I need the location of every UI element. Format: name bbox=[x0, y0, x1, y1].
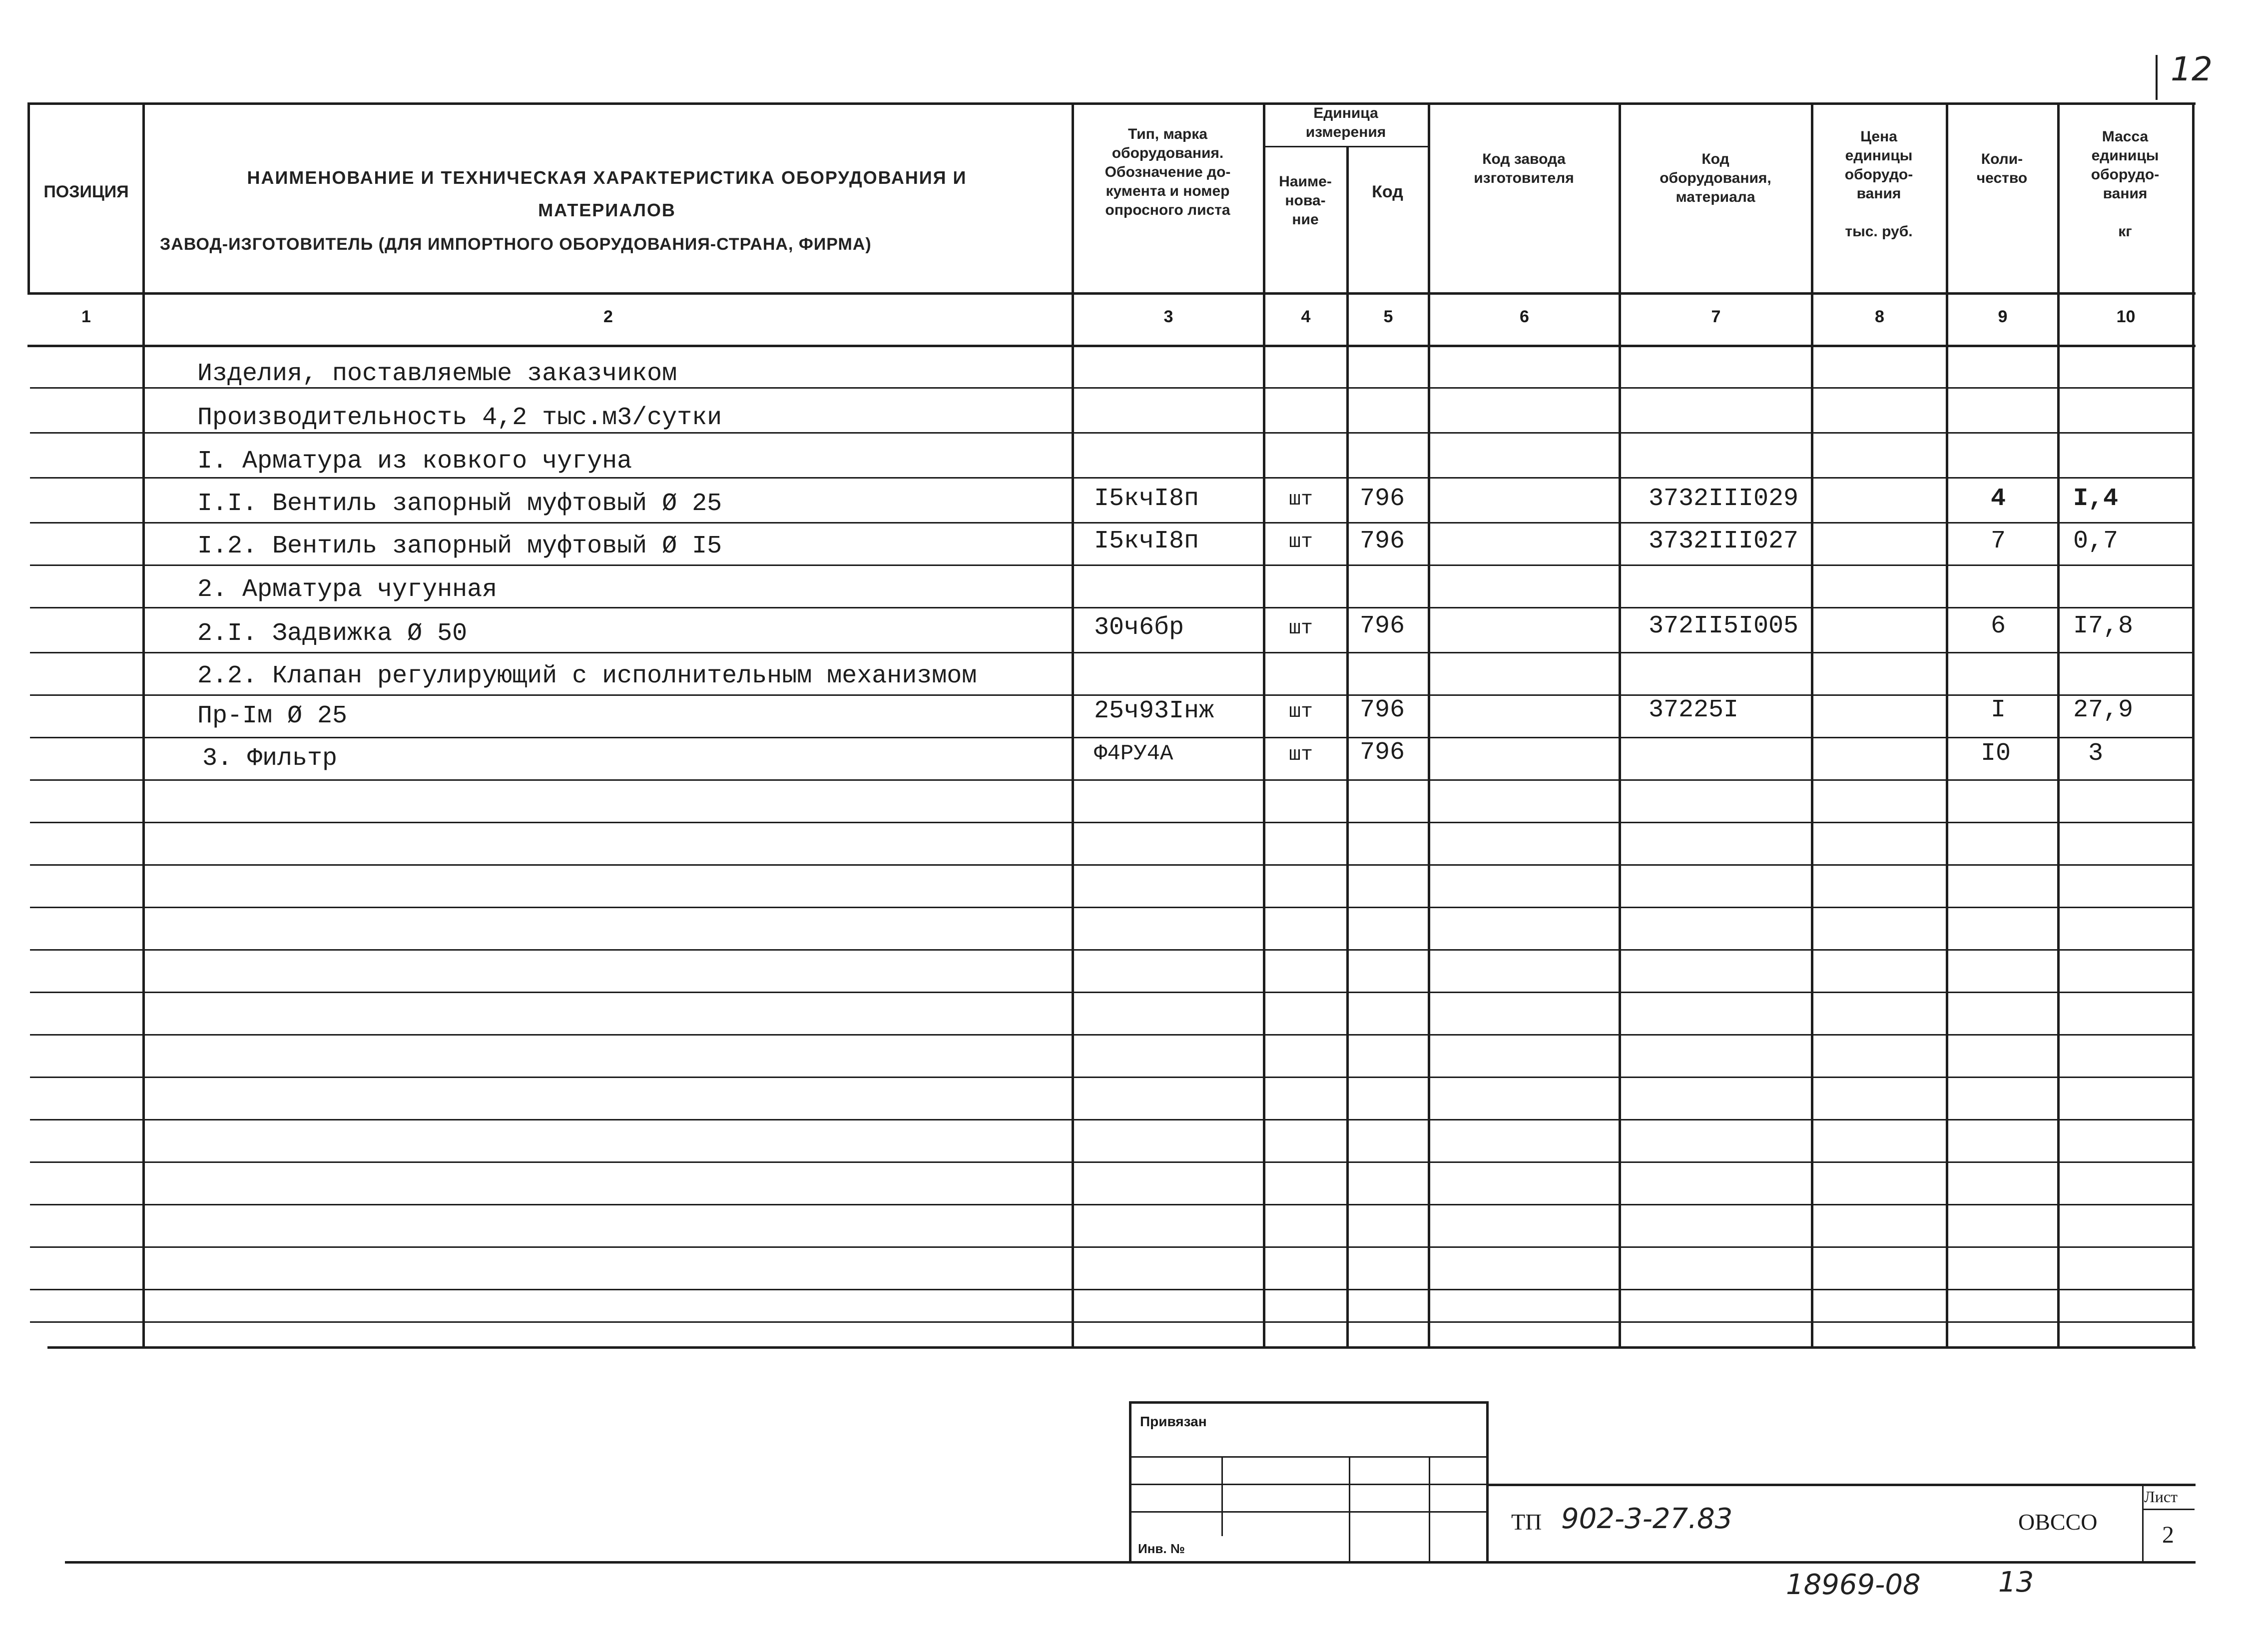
stamp-line bbox=[1349, 1456, 1350, 1561]
row-line bbox=[30, 949, 2193, 951]
item-type: 30ч6бр bbox=[1094, 613, 1184, 642]
item-type: Ф4РУ4А bbox=[1094, 741, 1173, 766]
column-number: 7 bbox=[1711, 307, 1721, 326]
row-line bbox=[30, 477, 2193, 479]
col-divider-6 bbox=[1428, 102, 1430, 1346]
item-name: 2. Арматура чугунная bbox=[197, 575, 498, 604]
col-divider-3 bbox=[1072, 102, 1074, 1346]
header-unit-mass: Масса единицы оборудо- вания кг bbox=[2091, 128, 2160, 240]
item-name: Изделия, поставляемые заказчиком bbox=[197, 360, 677, 388]
stamp-line bbox=[1129, 1401, 1486, 1404]
col-divider-4 bbox=[1263, 102, 1265, 1346]
header-unit-price: Цена единицы оборудо- вания тыс. руб. bbox=[1844, 128, 1913, 240]
header-quantity: Коли- чество bbox=[1976, 151, 2028, 186]
sheet-number: 2 bbox=[2162, 1522, 2174, 1548]
page-number-mark bbox=[2156, 55, 2158, 100]
row-line bbox=[30, 694, 2193, 696]
stamp-line bbox=[1486, 1401, 1489, 1561]
stamp-line bbox=[1129, 1511, 1486, 1513]
section-code: ОВССО bbox=[2018, 1509, 2098, 1535]
col-divider-2 bbox=[142, 102, 145, 1346]
header-name-line-2: МАТЕРИАЛОВ bbox=[538, 200, 676, 220]
column-number: 4 bbox=[1301, 307, 1311, 326]
stamp-line bbox=[1221, 1456, 1223, 1536]
column-number: 1 bbox=[81, 307, 91, 326]
column-numbers-bottom-border bbox=[27, 345, 2196, 347]
item-unit: шт bbox=[1289, 744, 1313, 766]
item-equipment-code: 3732III029 bbox=[1649, 485, 1799, 513]
column-number: 5 bbox=[1383, 307, 1393, 326]
inventory-number-label: Инв. № bbox=[1138, 1541, 1185, 1556]
row-line bbox=[30, 652, 2193, 653]
stamp-line bbox=[1129, 1456, 1486, 1458]
row-line bbox=[30, 1204, 2193, 1205]
header-equipment-code: Код оборудования, материала bbox=[1660, 151, 1771, 205]
item-name: Пр-Iм Ø 25 bbox=[197, 702, 348, 730]
item-equipment-code: 3732III027 bbox=[1649, 527, 1799, 555]
privyazan-label: Привязан bbox=[1140, 1414, 1207, 1429]
item-unit-code: 796 bbox=[1360, 527, 1405, 555]
sheet-box-line bbox=[2142, 1509, 2195, 1510]
column-number: 10 bbox=[2116, 307, 2136, 326]
row-line bbox=[30, 607, 2193, 608]
row-line bbox=[30, 822, 2193, 823]
row-line bbox=[30, 779, 2193, 781]
row-line bbox=[30, 1119, 2193, 1120]
item-unit-code: 796 bbox=[1360, 485, 1405, 513]
item-name: Производительность 4,2 тыс.м3/сутки bbox=[197, 404, 722, 432]
item-quantity: I0 bbox=[1981, 739, 2011, 768]
header-name-line-3: ЗАВОД-ИЗГОТОВИТЕЛЬ (ДЛЯ ИМПОРТНОГО ОБОРУДОВАНИЯ-СТРАНА, ФИРМА) bbox=[160, 235, 872, 254]
item-quantity: I bbox=[1991, 696, 2006, 724]
column-number: 8 bbox=[1875, 307, 1884, 326]
header-type-mark: Тип, марка оборудования. Обозначение до- кумента и номер опросного листа bbox=[1105, 126, 1231, 218]
item-name: 2.I. Задвижка Ø 50 bbox=[197, 619, 468, 648]
row-line bbox=[30, 907, 2193, 908]
item-mass: I7,8 bbox=[2073, 612, 2134, 640]
stamp-bottom-line bbox=[65, 1561, 2196, 1564]
item-equipment-code: 372II5I005 bbox=[1649, 612, 1799, 640]
stamp-doc-line bbox=[1486, 1484, 2196, 1486]
sheet-box-line bbox=[2142, 1484, 2144, 1561]
doc-number: 902-3-27.83 bbox=[1561, 1503, 1733, 1535]
header-name-line-1: НАИМЕНОВАНИЕ И ТЕХНИЧЕСКАЯ ХАРАКТЕРИСТИКА ОБОРУДОВАНИЯ И bbox=[247, 167, 967, 188]
item-unit-code: 796 bbox=[1360, 696, 1405, 724]
item-name: 2.2. Клапан регулирующий с исполнительным механизмом bbox=[197, 662, 977, 690]
item-unit: шт bbox=[1289, 489, 1313, 511]
row-line bbox=[30, 1034, 2193, 1036]
item-quantity: 6 bbox=[1991, 612, 2006, 640]
item-unit: шт bbox=[1289, 617, 1313, 640]
row-line bbox=[30, 864, 2193, 866]
header-unit-name: Наиме- нова- ние bbox=[1279, 173, 1332, 228]
footer-page-number: 13 bbox=[1998, 1566, 2034, 1599]
doc-prefix: ТП bbox=[1511, 1509, 1542, 1535]
stamp-line bbox=[1129, 1484, 1486, 1485]
header-bottom-border bbox=[27, 292, 2196, 295]
column-number: 9 bbox=[1998, 307, 2008, 326]
item-unit-code: 796 bbox=[1360, 612, 1405, 640]
header-position: ПОЗИЦИЯ bbox=[43, 182, 129, 201]
col-divider-11 bbox=[2192, 102, 2195, 1346]
row-line bbox=[30, 992, 2193, 993]
row-line bbox=[30, 1077, 2193, 1078]
item-mass: 27,9 bbox=[2073, 696, 2134, 724]
table-bottom-border bbox=[47, 1346, 2196, 1349]
item-equipment-code: 37225I bbox=[1649, 696, 1739, 724]
sheet-label: Лист bbox=[2144, 1488, 2178, 1506]
header-unit-group: Единица измерения bbox=[1305, 105, 1386, 140]
archive-number: 18969-08 bbox=[1786, 1569, 1921, 1601]
item-type: I5кчI8п bbox=[1094, 485, 1199, 513]
item-type: 25ч93Iнж bbox=[1094, 697, 1214, 725]
row-line bbox=[30, 1161, 2193, 1163]
stamp-line bbox=[1429, 1456, 1430, 1561]
item-mass: 0,7 bbox=[2073, 527, 2119, 555]
column-number: 2 bbox=[603, 307, 613, 326]
page-number: 12 bbox=[2171, 50, 2213, 88]
column-number: 6 bbox=[1520, 307, 1529, 326]
item-name: I.I. Вентиль запорный муфтовый Ø 25 bbox=[197, 490, 722, 518]
row-line bbox=[30, 1321, 2193, 1323]
col-divider-10 bbox=[2057, 102, 2060, 1346]
table-top-border bbox=[27, 102, 2196, 105]
col-divider-9 bbox=[1946, 102, 1948, 1346]
stamp-line bbox=[1129, 1401, 1131, 1561]
row-line bbox=[30, 564, 2193, 566]
item-unit: шт bbox=[1289, 531, 1313, 553]
column-number: 3 bbox=[1163, 307, 1173, 326]
col-divider-7 bbox=[1619, 102, 1621, 1346]
row-line bbox=[30, 522, 2193, 524]
row-line bbox=[30, 1289, 2193, 1290]
item-unit-code: 796 bbox=[1360, 738, 1405, 767]
col-divider-8 bbox=[1811, 102, 1813, 1346]
item-quantity: 4 bbox=[1991, 485, 2006, 513]
unit-group-divider bbox=[1263, 146, 1428, 147]
item-unit: шт bbox=[1289, 701, 1313, 723]
item-mass: I,4 bbox=[2073, 485, 2119, 513]
header-manufacturer-code: Код завода изготовителя bbox=[1474, 151, 1574, 186]
item-name: 3. Фильтр bbox=[202, 744, 338, 773]
row-line bbox=[30, 737, 2193, 738]
item-type: I5кчI8п bbox=[1094, 527, 1199, 555]
item-name: I.2. Вентиль запорный муфтовый Ø I5 bbox=[197, 532, 722, 560]
item-quantity: 7 bbox=[1991, 527, 2006, 555]
row-line bbox=[30, 1246, 2193, 1248]
item-mass: 3 bbox=[2088, 739, 2104, 768]
item-name: I. Арматура из ковкого чугуна bbox=[197, 447, 632, 476]
header-unit-code: Код bbox=[1372, 182, 1403, 201]
